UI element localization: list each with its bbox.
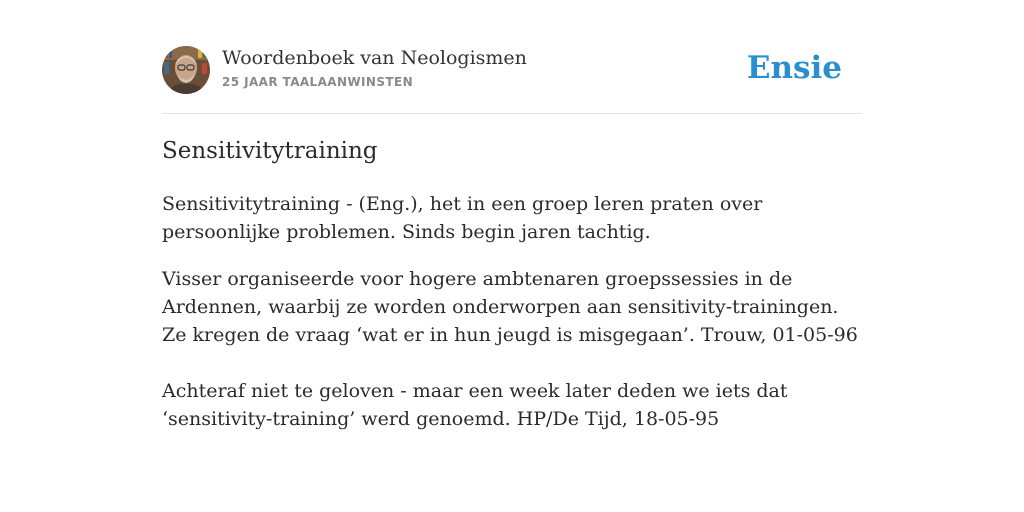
author-avatar[interactable] [162,46,210,94]
entry-title: Sensitivitytraining [162,138,378,164]
ensie-logo-link[interactable]: Ensie [746,50,842,86]
site-subtitle: 25 JAAR TAALAANWINSTEN [222,75,414,89]
avatar-portrait-icon [162,46,210,94]
entry-quote-1: Visser organiseerde voor hogere ambtenaren groepssessies in de Ardennen, waarbij ze worden onderworpen aan sensitivity-trainingen. Ze kregen de vraag ‘wat er in hun jeugd is misgegaan’. Trouw, 01-05-96 [162,268,858,346]
site-name[interactable]: Woordenboek van Neologismen [222,47,527,69]
entry-quote-2: Achteraf niet te geloven - maar een week later deden we iets dat ‘sensitivity-training’ werd genoemd. HP/De Tijd, 18-05-95 [162,380,788,430]
entry-body [162,190,862,433]
paragraph-gap [162,349,862,377]
entry-definition: Sensitivitytraining - (Eng.), het in een groep leren praten over persoonlijke problemen. Sinds begin jaren tachtig. [162,193,763,243]
header [162,46,862,96]
header-divider [162,113,862,114]
